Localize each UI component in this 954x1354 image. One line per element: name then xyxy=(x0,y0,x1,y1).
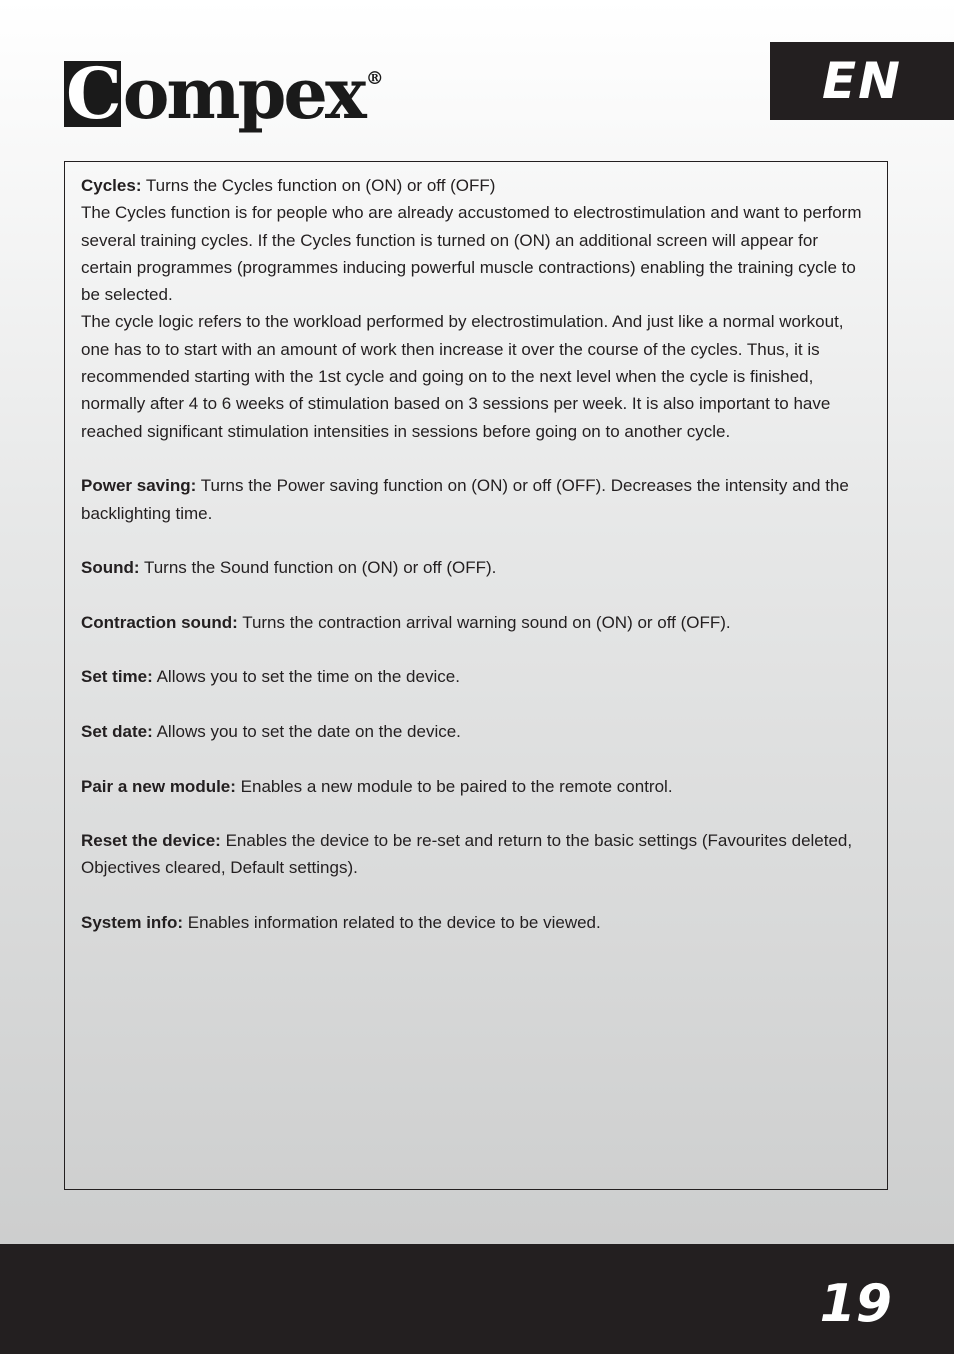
compex-logo xyxy=(64,40,384,133)
entry-term: Cycles: xyxy=(81,176,142,195)
entry-text: Enables information related to the device to be viewed. xyxy=(187,913,601,933)
entry-text: The Cycles function is for people who are already accustomed to electrostimulation and want to perform several training cycles. If the Cycles function is turned on (ON) an additional screen will appear for certain programmes (programmes inducing powerful muscle contractions) enabling the training cycle to be selected. xyxy=(81,203,862,305)
page-number: 19 xyxy=(819,1274,892,1334)
settings-description-box xyxy=(64,161,888,1190)
entry-term: Set time: xyxy=(81,667,153,687)
entry-text: Turns the Sound function on (ON) or off (OFF). xyxy=(143,558,497,578)
entry-contraction-sound xyxy=(81,609,869,636)
entry-sound xyxy=(81,554,869,581)
entry-text: Enables a new module to be paired to the remote control. xyxy=(240,776,673,796)
logo-rest: ompex xyxy=(122,52,364,135)
entry-term: Pair a new module: xyxy=(81,776,236,796)
entry-term: Sound: xyxy=(81,558,140,578)
entry-text: Turns the contraction arrival warning sound on (ON) or off (OFF). xyxy=(242,612,731,632)
entry-set-time xyxy=(81,663,869,690)
entry-term: System info: xyxy=(81,913,184,933)
entry-system-info xyxy=(81,909,869,936)
entry-text: Allows you to set the time on the device. xyxy=(156,667,460,687)
entry-power-saving xyxy=(81,472,869,527)
entry-term: Power saving: xyxy=(81,476,197,496)
entry-term: Reset the device: xyxy=(81,831,221,851)
registered-mark: ® xyxy=(365,68,384,89)
logo-initial: C xyxy=(66,52,119,135)
entry-text: Turns the Cycles function on (ON) or off (OFF) xyxy=(145,176,496,195)
entry-text: The cycle logic refers to the workload performed by electrostimulation. And just like a normal workout, one has to to start with an amount of work then increase it over the course of the cycles. Thus, it is recommended starting with the 1st cycle and going on to the next level when the cycle is finished, normally after 4 to 6 weeks of stimulation based on 3 sessions per week. It is also important to have reached significant stimulation intensities in sessions before going on to another cycle. xyxy=(81,312,844,441)
entry-cycles xyxy=(81,172,869,445)
entry-term: Contraction sound: xyxy=(81,612,238,632)
entry-pair-module xyxy=(81,773,869,800)
entry-reset-device xyxy=(81,827,869,882)
language-tab: EN xyxy=(770,42,954,120)
footer-bar xyxy=(0,1244,954,1354)
entry-set-date xyxy=(81,718,869,745)
entry-text: Enables the device to be re-set and return to the basic settings (Favourites deleted, Objectives cleared, Default settings). xyxy=(81,831,853,878)
entry-term: Set date: xyxy=(81,721,153,741)
entry-text: Turns the Power saving function on (ON) or off (OFF). Decreases the intensity and the backlighting time. xyxy=(81,476,849,523)
entry-text: Allows you to set the date on the device. xyxy=(156,721,461,741)
